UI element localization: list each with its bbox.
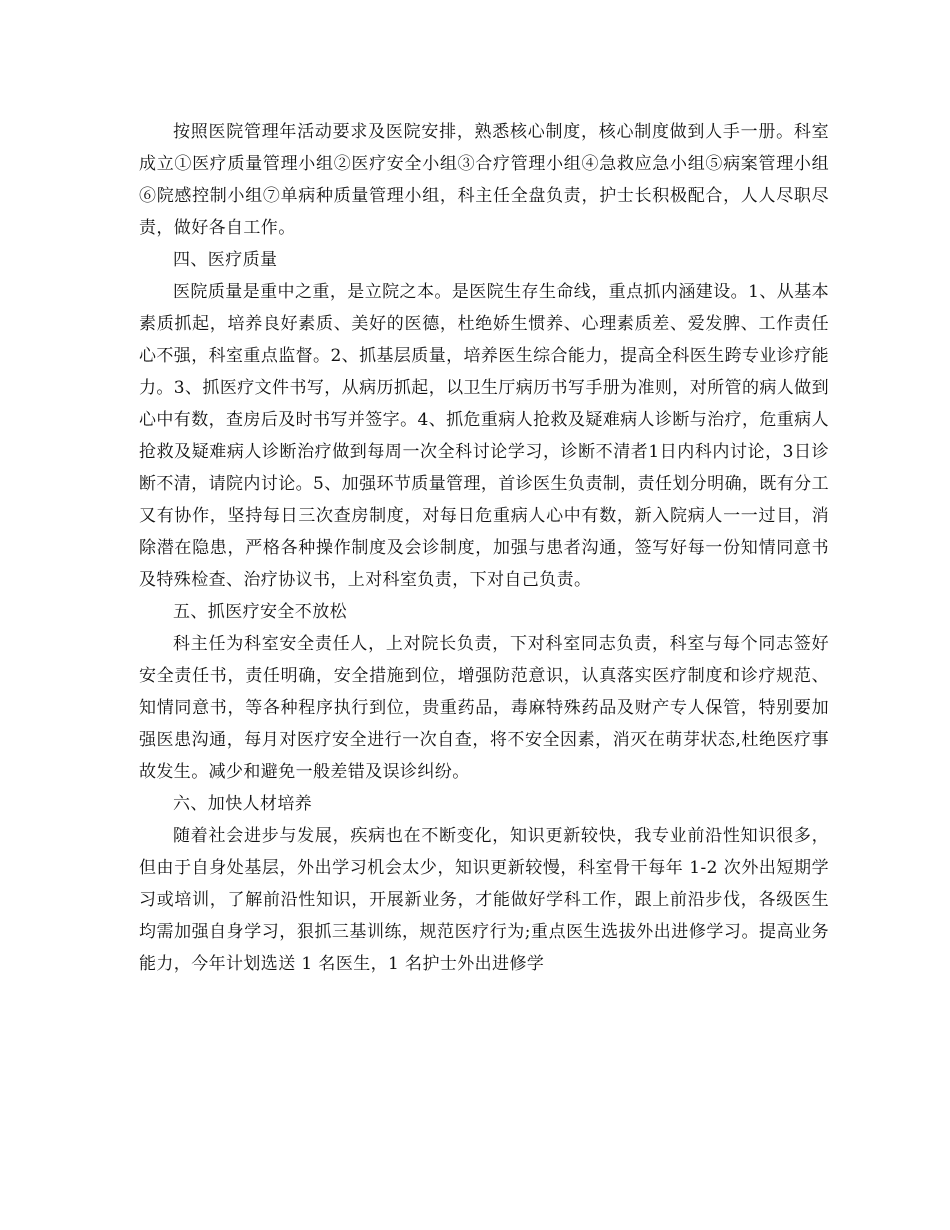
paragraph-core-system: 按照医院管理年活动要求及医院安排，熟悉核心制度，核心制度做到人手一册。科室成立①医疗质量管理小组②医疗安全小组③合疗管理小组④急救应急小组⑤病案管理小组⑥院感控制小组⑦单病种质量管理小组，科主任全盘负责，护士长积极配合，人人尽职尽责，做好各自工作。 [139,122,829,238]
paragraph-medical-safety: 科主任为科室安全责任人，上对院长负责，下对科室同志负责，科室与每个同志签好安全责任书，责任明确，安全措施到位，增强防范意识，认真落实医疗制度和诊疗规范、知情同意书，等各种程序执行到位，贵重药品，毒麻特殊药品及财产专人保管，特别要加强医患沟通，每月对医疗安全进行一次自查，将不安全因素，消灭在萌芽状态,杜绝医疗事故发生。减少和避免一般差错及误诊纠纷。 [139,634,829,782]
heading-talent-training: 六、加快人材培养 [173,794,313,814]
paragraph-medical-quality: 医院质量是重中之重，是立院之本。是医院生存生命线，重点抓内涵建设。1、从基本素质抓起，培养良好素质、美好的医德，杜绝娇生惯养、心理素质差、爱发脾、工作责任心不强，科室重点监督。2、抓基层质量，培养医生综合能力，提高全科医生跨专业诊疗能力。3、抓医疗文件书写，从病历抓起，以卫生厅病历书写手册为准则，对所管的病人做到心中有数，查房后及时书写并签字。4、抓危重病人抢救及疑难病人诊断与治疗，危重病人抢救及疑难病人诊断治疗做到每周一次全科讨论学习，诊断不清者1日内科内讨论，3日诊断不清，请院内讨论。5、加强环节质量管理，首诊医生负责制，责任划分明确，既有分工又有协作，坚持每日三次查房制度，对每日危重病人心中有数，新入院病人一一过目，消除潜在隐患，严格各种操作制度及会诊制度，加强与患者沟通，签写好每一份知情同意书及特殊检查、治疗协议书，上对科室负责，下对自己负责。 [139,282,829,590]
document-page [139,116,829,980]
paragraph-talent-training: 随着社会进步与发展，疾病也在不断变化，知识更新较快，我专业前沿性知识很多，但由于自身处基层，外出学习机会太少，知识更新较慢，科室骨干每年 1-2 次外出短期学习或培训，了解前沿性知识，开展新业务，才能做好学科工作，跟上前沿步伐，各级医生均需加强自身学习，狠抓三基训练，规范医疗行为;重点医生选拔外出进修学习。提高业务能力，今年计划选送 1 名医生，1 名护士外出进修学 [139,826,829,974]
heading-medical-quality: 四、医疗质量 [173,250,278,270]
heading-medical-safety: 五、抓医疗安全不放松 [173,602,347,622]
